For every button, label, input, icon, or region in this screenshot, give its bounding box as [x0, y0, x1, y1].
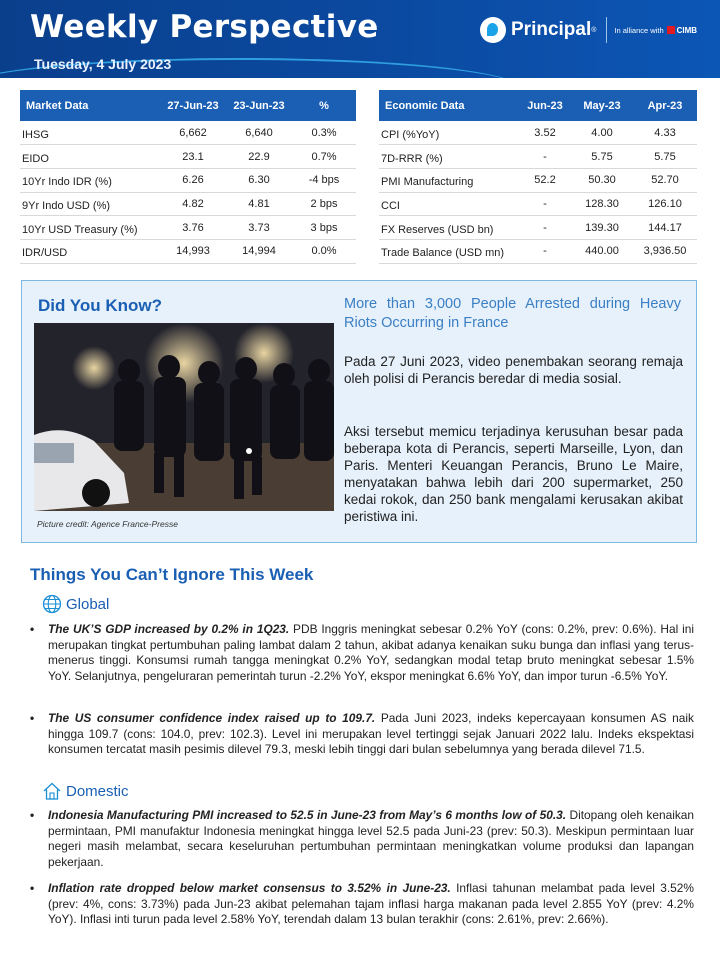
news-item-indonesia-pmi	[30, 808, 694, 870]
did-you-know-headline: More than 3,000 People Arrested during Heavy Riots Occurring in France	[344, 296, 681, 331]
economic-cell: 52.2	[519, 168, 571, 192]
economic-cell: 3.52	[519, 121, 571, 145]
economic-row	[379, 145, 697, 169]
economic-data-table	[379, 90, 697, 264]
news-headline: Indonesia Manufacturing PMI increased to 52.5 in June-23 from May’s 6 months low of 50.3.	[48, 808, 567, 822]
market-header-col3: %	[292, 90, 356, 121]
news-item-us-confidence	[30, 711, 694, 758]
news-body: Inflasi tahunan melambat pada level 3.52% (prev: 4%, cons: 3.73%) pada Jun-23 akibat pelemahan tajam inflasi harga makanan pada level 2.855 YoY (prev: 4.2% YoY). Inflasi inti turun pada level 2.58% YoY, terendah dalam 13 bulan terakhir (cons: 2.61%, prev: 2.66%).	[48, 881, 694, 927]
economic-row-label: FX Reserves (USD bn)	[379, 216, 519, 240]
economic-row-label: CPI (%YoY)	[379, 121, 519, 145]
news-headline: Inflation rate dropped below market consensus to 3.52% in June-23.	[48, 881, 451, 895]
did-you-know-title: Did You Know?	[38, 296, 163, 315]
principal-logo-icon	[480, 17, 506, 43]
alliance-note	[614, 26, 697, 35]
did-you-know-paragraph-1: Pada 27 Juni 2023, video penembakan seorang remaja oleh polisi di Perancis beredar di media sosial.	[344, 354, 683, 386]
market-cell: 22.9	[226, 145, 292, 169]
news-item-inflation	[30, 881, 694, 928]
market-row-label: 10Yr USD Treasury (%)	[20, 216, 160, 240]
market-row	[20, 216, 356, 240]
bullet-marker: •	[30, 881, 35, 895]
news-headline: The US consumer confidence index raised up to 109.7.	[48, 711, 376, 725]
market-cell: 4.81	[226, 192, 292, 216]
logo-text: Principal	[511, 19, 592, 40]
economic-cell: 139.30	[571, 216, 633, 240]
market-cell: 23.1	[160, 145, 226, 169]
globe-icon	[42, 594, 62, 614]
economic-row-label: CCI	[379, 192, 519, 216]
economic-cell: 128.30	[571, 192, 633, 216]
market-cell: -4 bps	[292, 168, 356, 192]
news-body: PDB Inggris meningkat sebesar 0.2% YoY (cons: 0.2%, prev: 0.6%). Hal ini merupakan tingkat pertumbuhan paling lambat dalam 2 tahun, akibat adanya kenaikan suku bunga dan inflasi yang terus-menerus tinggi. Konsumsi rumah tangga meningkat 0.2% YoY, sedangkan modal tetap bruto meningkat sebesar 1.5% YoY. Selanjutnya, pengeluraran pemerintah turun -2.2% YoY, ekspor meningkat 6.6% YoY, dan impor turun -6.5% YoY.	[48, 622, 694, 683]
report-date: Tuesday, 4 July 2023	[34, 56, 172, 72]
photo-credit: Picture credit: Agence France-Presse	[37, 519, 178, 529]
market-cell: 2 bps	[292, 192, 356, 216]
news-body: Pada Juni 2023, indeks kepercayaan konsumen AS naik hingga 109.7 (cons: 104.0, prev: 102.3). Level ini merupakan level tertinggi sejak Januari 2022 lalu. Indeks ekspektasi konsumen tercatat masih pesimis dilevel 79.3, meski lebih tinggi dari bulan sebelumnya yang berada dilevel 71.5.	[48, 711, 694, 757]
cimb-text: CIMB	[676, 25, 698, 35]
economic-header-col1: Jun-23	[519, 90, 571, 121]
economic-header-label: Economic Data	[379, 90, 519, 121]
news-item-uk-gdp	[30, 622, 694, 684]
market-cell: 14,994	[226, 239, 292, 263]
principal-logo	[480, 17, 697, 43]
market-row	[20, 192, 356, 216]
market-cell: 0.7%	[292, 145, 356, 169]
economic-header-col3: Apr-23	[633, 90, 697, 121]
market-row	[20, 145, 356, 169]
market-header-col1: 27-Jun-23	[160, 90, 226, 121]
economic-cell: 4.00	[571, 121, 633, 145]
market-header-col2: 23-Jun-23	[226, 90, 292, 121]
market-cell: 3.76	[160, 216, 226, 240]
market-cell: 3.73	[226, 216, 292, 240]
market-cell: 14,993	[160, 239, 226, 263]
did-you-know-box	[21, 280, 697, 543]
market-cell: 4.82	[160, 192, 226, 216]
economic-cell: -	[519, 216, 571, 240]
economic-cell: 50.30	[571, 168, 633, 192]
market-row	[20, 168, 356, 192]
riot-photo-illustration	[34, 323, 334, 511]
domestic-label: Domestic	[66, 782, 129, 800]
global-label: Global	[66, 595, 110, 613]
market-row-label: IHSG	[20, 121, 160, 145]
market-row-label: 10Yr Indo IDR (%)	[20, 168, 160, 192]
economic-cell: 4.33	[633, 121, 697, 145]
economic-row-label: Trade Balance (USD mn)	[379, 239, 519, 263]
market-cell: 6,662	[160, 121, 226, 145]
market-cell: 3 bps	[292, 216, 356, 240]
market-data-table	[20, 90, 356, 264]
did-you-know-paragraph-2: Aksi tersebut memicu terjadinya kerusuhan besar pada beberapa kota di Perancis, seperti Marseille, Lyon, dan Paris. Menteri Keuangan Perancis, Bruno Le Maire, menyatakan bahwa lebih dari 200 supermarket, 250 kedai rokok, dan 250 bank mengalami kerusakan akibat peristiwa ini.	[344, 424, 683, 524]
economic-cell: 5.75	[571, 145, 633, 169]
market-cell: 6.30	[226, 168, 292, 192]
economic-cell: -	[519, 239, 571, 263]
market-row-label: IDR/USD	[20, 239, 160, 263]
economic-cell: 144.17	[633, 216, 697, 240]
house-icon	[42, 781, 62, 801]
logo-divider	[606, 17, 607, 43]
market-cell: 6,640	[226, 121, 292, 145]
economic-cell: 440.00	[571, 239, 633, 263]
economic-row	[379, 216, 697, 240]
news-body: Ditopang oleh kenaikan permintaan, PMI manufaktur Indonesia meningkat hingga level 52.5 pada Juni-23 (prev: 50.3). Meskipun permintaan luar negeri masih melambat, secara keseluruhan pertumbuhan permintaan meningkatkan volume produksi dan lapangan pekerjaan.	[48, 808, 695, 869]
alliance-text: In alliance with	[614, 25, 664, 35]
report-title: Weekly Perspective	[30, 9, 379, 45]
economic-table-header	[379, 90, 697, 121]
economic-row	[379, 239, 697, 263]
economic-row	[379, 121, 697, 145]
logo-registered-mark: ®	[591, 26, 597, 34]
cimb-logo-icon	[667, 26, 675, 34]
economic-cell: 52.70	[633, 168, 697, 192]
report-header	[0, 0, 720, 78]
economic-row	[379, 192, 697, 216]
section-title: Things You Can’t Ignore This Week	[30, 565, 314, 584]
economic-cell: 5.75	[633, 145, 697, 169]
bullet-marker: •	[30, 711, 35, 725]
global-subheading	[42, 594, 109, 614]
economic-cell: 126.10	[633, 192, 697, 216]
market-header-label: Market Data	[20, 90, 160, 121]
economic-cell: 3,936.50	[633, 239, 697, 263]
market-row	[20, 239, 356, 263]
market-row-label: 9Yr Indo USD (%)	[20, 192, 160, 216]
economic-row-label: 7D-RRR (%)	[379, 145, 519, 169]
market-cell: 0.0%	[292, 239, 356, 263]
bullet-marker: •	[30, 808, 35, 822]
bullet-marker: •	[30, 622, 35, 636]
market-cell: 0.3%	[292, 121, 356, 145]
economic-cell: -	[519, 145, 571, 169]
news-headline: The UK’S GDP increased by 0.2% in 1Q23.	[48, 622, 290, 636]
market-cell: 6.26	[160, 168, 226, 192]
market-row-label: EIDO	[20, 145, 160, 169]
economic-row	[379, 168, 697, 192]
economic-header-col2: May-23	[571, 90, 633, 121]
economic-cell: -	[519, 192, 571, 216]
market-table-header	[20, 90, 356, 121]
economic-row-label: PMI Manufacturing	[379, 168, 519, 192]
domestic-subheading	[42, 781, 129, 801]
riot-police-photo	[34, 323, 334, 511]
market-row	[20, 121, 356, 145]
